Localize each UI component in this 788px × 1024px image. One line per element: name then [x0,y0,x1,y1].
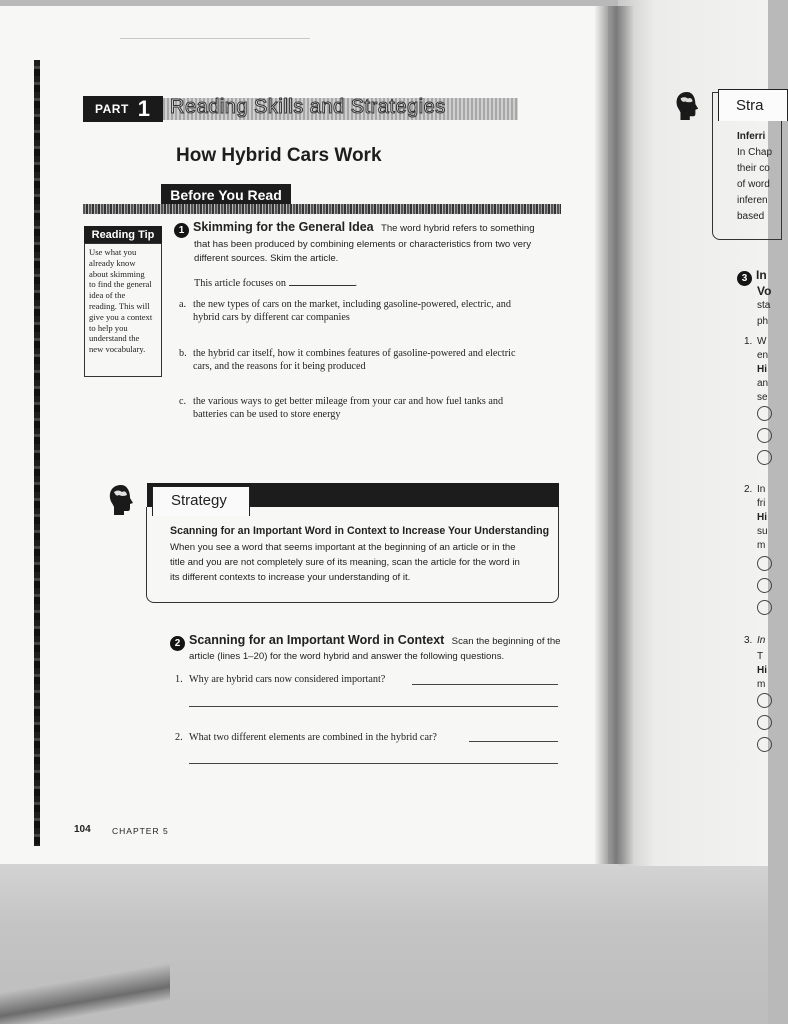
before-you-read-header: Before You Read [161,184,291,206]
part-title: Reading Skills and Strategies [170,96,446,118]
right-q1-line: Hi [757,364,767,375]
strategy-box [146,507,559,603]
tip-line: understand the [89,333,140,344]
answer-option-circle[interactable] [757,406,772,421]
strategy-heading: Scanning for an Important Word in Context to Increase Your Understanding [170,525,550,537]
right-q2-line: Hi [757,512,767,523]
right-sec3-line: sta [757,300,771,311]
option-c-line: batteries can be used to store energy [193,409,341,420]
right-q2-number: 2. [744,484,753,495]
section1-heading: Skimming for the General Idea [193,220,374,234]
option-a-line: hybrid cars by different car companies [193,312,350,323]
right-q3-line: T [757,651,764,662]
reading-tip-box [84,243,162,377]
scanner-background [0,860,768,1024]
right-strategy-tab: Stra [718,89,788,121]
right-sec3-number: 3 [737,271,752,286]
answer-option-circle[interactable] [757,693,772,708]
page-gutter-shadow [594,6,634,864]
option-a-line: the new types of cars on the market, including gasoline-powered, electric, and [193,299,511,310]
answer-option-circle[interactable] [757,600,772,615]
question2-text: What two different elements are combined in the hybrid car? [189,732,437,743]
strategy-line: its different contexts to increase your understanding of it. [170,572,411,583]
chapter-title: How Hybrid Cars Work [176,145,382,166]
right-sec3-line: Vo [757,284,772,298]
part-word: PART [95,102,129,116]
section1-intro-line: different sources. Skim the article. [194,253,339,264]
right-q1-line: se [757,392,768,403]
part-label [83,96,163,122]
strategy-line: title and you are not completely sure of its meaning, scan the article for the word in [170,557,520,568]
question1-number: 1. [175,674,183,685]
right-box-line: based [737,211,765,222]
option-c-letter: c. [179,396,187,407]
answer-option-circle[interactable] [757,450,772,465]
right-box-line: In Chap [737,147,773,158]
right-q3-line: m [757,679,766,690]
section1-intro-line: The word hybrid refers to something [380,223,535,234]
question2-answer-line[interactable] [469,741,558,742]
option-b-line: cars, and the reasons for it being produced [193,361,366,372]
right-q2-line: In [757,484,766,495]
option-b-letter: b. [179,348,187,359]
head-profile-icon [673,88,701,124]
tip-line: to find the general [89,279,152,290]
tip-line: Use what you [89,247,137,257]
tip-line: to help you [89,322,128,333]
right-q3-line: Hi [757,665,767,676]
question2-number: 2. [175,732,183,743]
section-rule [83,204,561,214]
tip-line: give you a context [89,311,153,322]
section1-prompt: This article focuses on [194,278,286,289]
section2-intro-line: article (lines 1–20) for the word hybrid and answer the following questions. [189,651,505,662]
section2-heading-row [170,633,561,651]
right-box-line: Inferri [737,131,766,142]
top-rule [120,38,310,39]
right-q1-number: 1. [744,336,753,347]
section2-intro-line: Scan the beginning of the [451,636,561,647]
reading-tip-title: Reading Tip [84,226,162,243]
section1-number: 1 [174,223,189,238]
right-q3-line: In [757,635,766,646]
scanner-shadow [0,960,170,1024]
question1-answer-line[interactable] [412,684,558,685]
page-number: 104 [74,824,91,835]
strategy-tab: Strategy [152,486,250,516]
right-box-line: of word [737,179,770,190]
tip-line: already know [89,257,136,268]
section2-number: 2 [170,636,185,651]
question1-answer-line[interactable] [189,706,558,707]
right-q2-line: su [757,526,768,537]
answer-option-circle[interactable] [757,737,772,752]
answer-blank[interactable] [289,276,355,286]
option-c-line: the various ways to get better mileage from your car and how fuel tanks and [193,396,504,407]
answer-option-circle[interactable] [757,578,772,593]
strategy-line: When you see a word that seems important at the beginning of an article or in the [170,542,516,553]
question2-answer-line[interactable] [189,763,558,764]
answer-option-circle[interactable] [757,715,772,730]
part-number: 1 [137,96,151,121]
right-q2-line: fri [757,498,766,509]
option-b-line: the hybrid car itself, how it combines features of gasoline-powered and electric [193,348,516,359]
question1-text: Why are hybrid cars now considered important? [189,674,386,685]
right-box-line: inferen [737,195,768,206]
tip-line: about skimming [89,268,145,279]
answer-option-circle[interactable] [757,428,772,443]
right-q2-line: m [757,540,766,551]
right-q1-line: en [757,350,769,361]
right-box-line: their co [737,163,770,174]
section1-prompt-row: This article focuses on . [194,278,358,289]
right-sec3-line: ph [757,316,769,327]
tip-line: idea of the [89,290,126,301]
right-q3-number: 3. [744,635,753,646]
section2-heading: Scanning for an Important Word in Context [189,633,445,647]
option-a-letter: a. [179,299,187,310]
section1-heading-row [174,220,535,238]
tip-line: new vocabulary. [89,344,146,355]
head-profile-icon [106,482,136,518]
right-sec3-line: In [756,268,767,282]
chapter-footer: CHAPTER 5 [112,826,169,836]
tip-line: reading. This will [89,300,150,311]
binding-edge [34,60,40,846]
answer-option-circle[interactable] [757,556,772,571]
right-q1-line: W [757,336,767,347]
right-q1-line: an [757,378,769,389]
section1-intro-line: that has been produced by combining elements or characteristics from two very [194,239,532,250]
